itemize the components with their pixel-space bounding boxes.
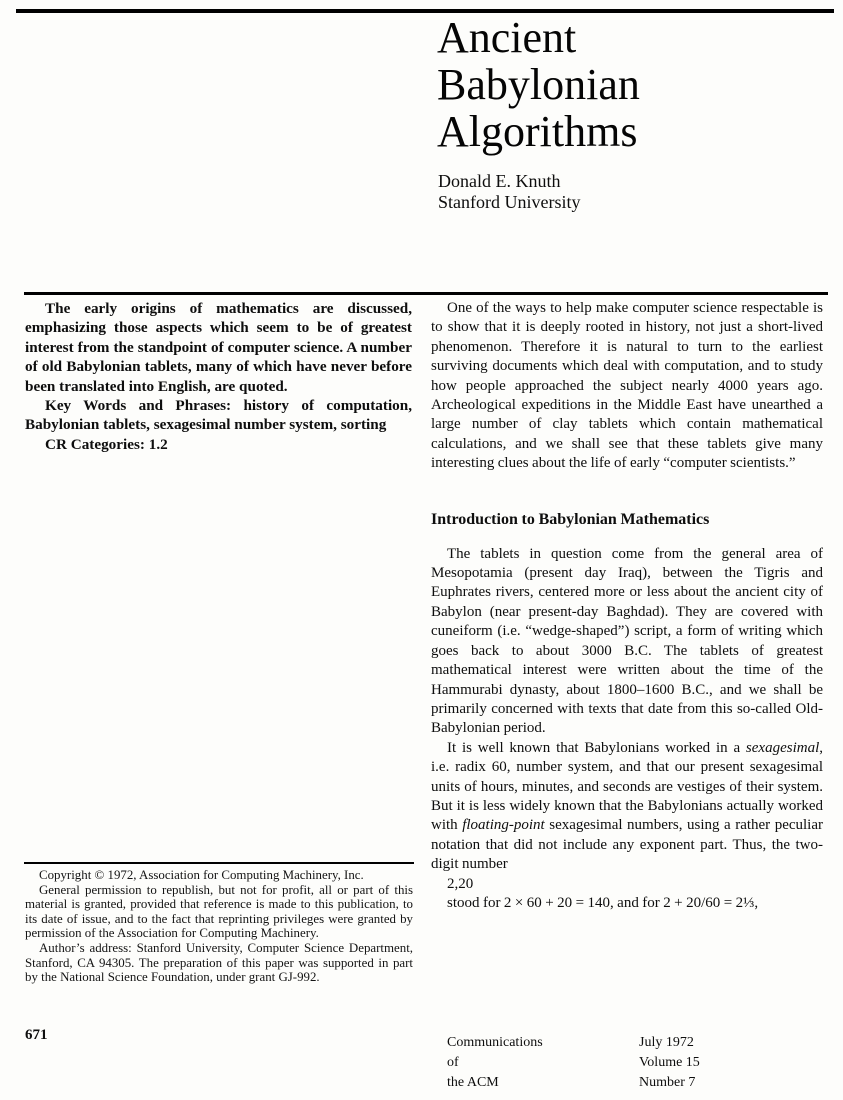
body-paragraph (431, 739, 823, 875)
byline (438, 171, 828, 213)
article-body (431, 299, 823, 913)
paper-title-line: Algorithms (437, 107, 638, 156)
author-address-note: Author’s address: Stanford University, Computer Science Department, Stanford, CA 94305. The preparation of this paper was supported in part by the National Science Foundation, under grant GJ-992. (25, 940, 413, 985)
paper-title-line: Babylonian (437, 60, 640, 109)
body-text-run: sexagesimal numbers, using a rather peculiar notation that did not include any exponent part. Thus, the two-digit number (431, 817, 823, 873)
body-paragraph: The tablets in question come from the general area of Mesopotamia (present day Iraq), between the Tigris and Euphrates rivers, centered more or less about the ancient city of Babylon (near present-day Baghdad). They are covered with cuneiform (i.e. “wedge-shaped”) script, a form of writing which goes back to about 3000 B.C. The tablets of greatest mathematical interest were written about the time of the Hammurabi dynasty, about 1800–1600 B.C., and we shall be primarily concerned with texts that date from this so-called Old-Babylonian period. (431, 545, 823, 737)
issue-date: July 1972 (639, 1035, 694, 1050)
copyright-line: Copyright © 1972, Association for Computing Machinery, Inc. (39, 868, 364, 882)
issue-info-footer (639, 1033, 700, 1093)
footnote-rule (24, 862, 414, 864)
issue-number: Number 7 (639, 1075, 696, 1090)
paper-title-line: Ancient (437, 13, 577, 62)
display-equation: 2,20 (447, 875, 474, 892)
italic-term: sexagesimal (745, 739, 820, 756)
paper-title (437, 14, 827, 155)
journal-name-footer (447, 1033, 543, 1093)
equation-result-line: stood for 2 × 60 + 20 = 140, and for 2 + 20/60 = 2⅓, (447, 894, 759, 911)
header-separator-rule (24, 292, 828, 295)
section-heading: Introduction to Babylonian Mathematics (431, 510, 710, 528)
issue-volume: Volume 15 (639, 1055, 700, 1070)
author-affiliation: Stanford University (438, 192, 581, 212)
abstract-cr-categories: CR Categories: 1.2 (45, 435, 168, 453)
abstract-text: The early origins of mathematics are discussed, emphasizing those aspects which seem to be of greatest interest from the standpoint of computer science. A number of old Babylonian tablets, many of which have never before been translated into English, are quoted. (25, 300, 412, 395)
body-text-run: , i.e. radix 60, number system, and that our present sexagesimal units of hours, minutes, and seconds are vestiges of their system. But it is less widely known that the Babylonians actually worked with (431, 739, 823, 834)
body-text-run: It is well known that Babylonians worked in a (447, 739, 746, 756)
italic-term: floating-point (462, 817, 545, 834)
page-number: 671 (25, 1027, 48, 1043)
journal-name-line: of (447, 1055, 459, 1070)
permission-notice: General permission to republish, but not for profit, all or part of this material is granted, provided that reference is made to this publication, to its date of issue, and to the fact that reprinting privileges were granted by permission of the Association for Computing Machinery. (25, 882, 413, 941)
top-rule (16, 9, 834, 13)
body-paragraph: One of the ways to help make computer science respectable is to show that it is deeply rooted in history, not just a short-lived phenomenon. Therefore it is natural to turn to the earliest surviving documents which deal with computation, and to study how people approached the subject nearly 4000 years ago. Archeological expeditions in the Middle East have unearthed a large number of clay tablets which contain mathematical calculations, and we shall see that these tablets give many interesting clues about the life of early “computer scientists.” (431, 300, 823, 472)
author-name: Donald E. Knuth (438, 171, 561, 191)
abstract-keywords: Key Words and Phrases: history of computation, Babylonian tablets, sexagesimal number system, sorting (25, 397, 412, 434)
journal-name-line: Communications (447, 1035, 543, 1050)
abstract-block (25, 299, 412, 454)
journal-name-line: the ACM (447, 1075, 499, 1090)
copyright-footnote (25, 868, 413, 985)
